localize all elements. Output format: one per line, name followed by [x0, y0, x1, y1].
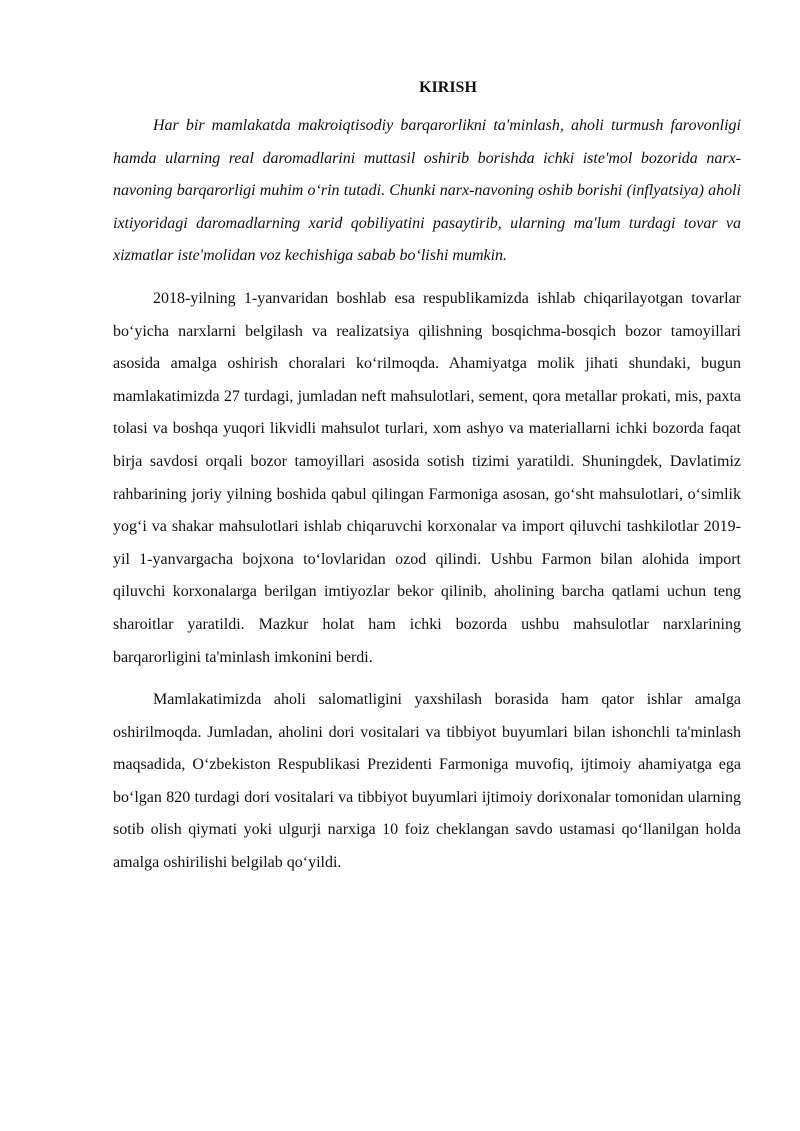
document-body	[113, 72, 741, 880]
page-title: KIRISH	[419, 79, 477, 96]
paragraph-health: Mamlakatimizda aholi salomatligini yaxshilash borasida ham qator ishlar amalga oshirilmoqda. Jumladan, aholini dori vositalari va tibbiyot buyumlari bilan ishonchli ta'minlash maqsadida, O‘zbekiston Respublikasi Prezidenti Farmoniga muvofiq, ijtimoiy ahamiyatga ega bo‘lgan 820 turdagi dori vositalari va tibbiyot buyumlari ijtimoiy dorixonalar tomonidan ularning sotib olish qiymati yoki ulgurji narxiga 10 foiz cheklangan savdo ustamasi qo‘llanilgan holda amalga oshirilishi belgilab qo‘yildi.	[113, 691, 741, 872]
paragraph-pricing: 2018-yilning 1-yanvaridan boshlab esa respublikamizda ishlab chiqarilayotgan tovarlar bo‘yicha narxlarni belgilash va realizatsiya qilishning bosqichma-bosqich bozor tamoyillari asosida amalga oshirish choralari ko‘rilmoqda. Ahamiyatga molik jihati shundaki, bugun mamlakatimizda 27 turdagi, jumladan neft mahsulotlari, sement, qora metallar prokati, mis, paxta tolasi va boshqa yuqori likvidli mahsulot turlari, xom ashyo va materiallarni ichki bozorda faqat birja savdosi orqali bozor tamoyillari asosida sotish tizimi yaratildi. Shuningdek, Davlatimiz rahbarining joriy yilning boshida qabul qilingan Farmoniga asosan, go‘sht mahsulotlari, o‘simlik yog‘i va shakar mahsulotlari ishlab chiqaruvchi korxonalar va import qiluvchi tashkilotlar 2019-yil 1-yanvargacha bojxona to‘lovlaridan ozod qilindi. Ushbu Farmon bilan alohida import qiluvchi korxonalarga berilgan imtiyozlar bekor qilinib, aholining barcha qatlami uchun teng sharoitlar yaratildi. Mazkur holat ham ichki bozorda ushbu mahsulotlar narxlarining barqarorligini ta'minlash imkonini berdi.	[113, 289, 741, 666]
paragraph-intro: Har bir mamlakatda makroiqtisodiy barqarorlikni ta'minlash, aholi turmush farovonligi hamda ularning real daromadlarini muttasil oshirib borishda ichki iste'mol bozorida narx-navoning barqarorligi muhim o‘rin tutadi. Chunki narx-navoning oshib borishi (inflyatsiya) aholi ixtiyoridagi daromadlarning xarid qobiliyatini pasaytirib, ularning ma'lum turdagi tovar va xizmatlar iste'molidan voz kechishiga sabab bo‘lishi mumkin.	[113, 117, 741, 265]
